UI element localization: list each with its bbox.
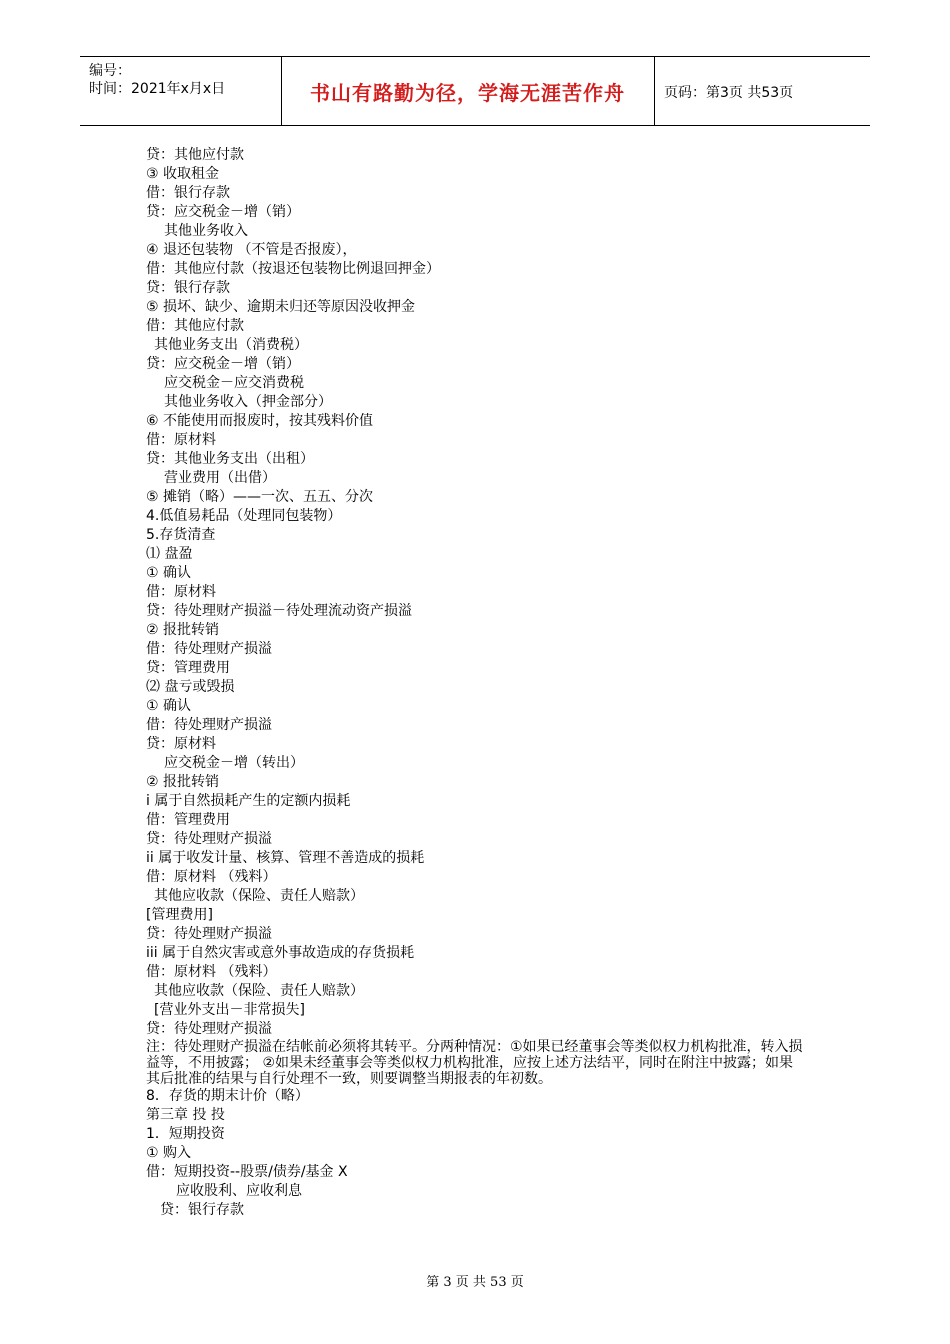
text-line: 应交税金－应交消费税 bbox=[164, 375, 304, 391]
text-line: 其他业务收入 bbox=[164, 223, 248, 239]
text-line: 8．存货的期末计价（略） bbox=[146, 1088, 309, 1104]
text-line: 借：原材料 bbox=[146, 584, 216, 600]
text-line: 第三章 投 投 bbox=[146, 1107, 225, 1123]
text-line: ⑥ 不能使用而报废时，按其残料价值 bbox=[146, 413, 374, 429]
text-line: 借：原材料 （残料） bbox=[146, 964, 277, 980]
text-line: 贷：应交税金－增（销） bbox=[146, 204, 300, 220]
text-line: 贷：银行存款 bbox=[146, 280, 230, 296]
text-line: 贷：应交税金－增（销） bbox=[146, 356, 300, 372]
text-line: 借：短期投资--股票/债券/基金 X bbox=[146, 1164, 348, 1180]
text-line: 贷：原材料 bbox=[146, 736, 216, 752]
page-footer: 第 3 页 共 53 页 bbox=[426, 1275, 524, 1290]
text-line: ② 报批转销 bbox=[146, 774, 220, 790]
text-line: [营业外支出－非常损失] bbox=[154, 1002, 305, 1018]
text-line: 应交税金－增（转出） bbox=[164, 755, 304, 771]
text-line: 应收股利、应收利息 bbox=[176, 1183, 302, 1199]
document-number-label: 编号： bbox=[89, 63, 131, 79]
text-line: 借：待处理财产损溢 bbox=[146, 717, 272, 733]
text-line: 4.低值易耗品（处理同包装物） bbox=[146, 508, 342, 524]
text-line: ③ 收取租金 bbox=[146, 166, 220, 182]
text-line: 借：银行存款 bbox=[146, 185, 230, 201]
text-line: 贷：待处理财产损溢 bbox=[146, 831, 272, 847]
header-motto-cell bbox=[281, 57, 655, 125]
entries-block-continued bbox=[146, 1087, 806, 1220]
text-line: 1．短期投资 bbox=[146, 1126, 225, 1142]
text-line: ① 确认 bbox=[146, 698, 192, 714]
text-line: 贷：其他应付款 bbox=[146, 147, 244, 163]
text-line: ⑤ 摊销（略）——一次、五五、分次 bbox=[146, 489, 374, 505]
text-line: 其他应收款（保险、责任人赔款） bbox=[154, 888, 364, 904]
text-line: 贷：待处理财产损溢 bbox=[146, 1021, 272, 1037]
text-line: iii 属于自然灾害或意外事故造成的存货损耗 bbox=[146, 945, 415, 961]
text-line: 借：原材料 （残料） bbox=[146, 869, 277, 885]
text-line: 贷：待处理财产损溢－待处理流动资产损溢 bbox=[146, 603, 412, 619]
text-line: 营业费用（出借） bbox=[164, 470, 276, 486]
note-paragraph: 注：待处理财产损溢在结帐前必须将其转平。分两种情况：①如果已经董事会等类似权力机构批准，转入损益等，不用披露； ②如果未经董事会等类似权力机构批准，应按上述方法结平，同时在附注中披露；如果其后批准的结果与自行处理不一致，则要调整当期报表的年初数。 bbox=[146, 1039, 803, 1087]
text-line: 贷：银行存款 bbox=[160, 1202, 244, 1218]
text-line: ② 报批转销 bbox=[146, 622, 220, 638]
text-line: 贷：其他业务支出（出租） bbox=[146, 451, 314, 467]
text-line: 5.存货清查 bbox=[146, 527, 216, 543]
text-line: ⑵ 盘亏或毁损 bbox=[146, 679, 235, 695]
page-header bbox=[80, 56, 870, 126]
document-time-label: 时间：2021年x月x日 bbox=[89, 81, 226, 97]
text-line: ii 属于收发计量、核算、管理不善造成的损耗 bbox=[146, 850, 425, 866]
text-line: 借：待处理财产损溢 bbox=[146, 641, 272, 657]
text-line: 贷：管理费用 bbox=[146, 660, 230, 676]
text-line: 贷：待处理财产损溢 bbox=[146, 926, 272, 942]
text-line: 其他业务收入（押金部分） bbox=[164, 394, 332, 410]
text-line: i 属于自然损耗产生的定额内损耗 bbox=[146, 793, 351, 809]
text-line: ⑴ 盘盈 bbox=[146, 546, 193, 562]
text-line: ⑤ 损坏、缺少、逾期未归还等原因没收押金 bbox=[146, 299, 415, 315]
text-line: 其他业务支出（消费税） bbox=[154, 337, 308, 353]
motto: 书山有路勤为径，学海无涯苦作舟 bbox=[310, 81, 625, 105]
text-line: 借：原材料 bbox=[146, 432, 216, 448]
page-info: 页码：第3页 共53页 bbox=[664, 85, 794, 101]
text-line: ① 确认 bbox=[146, 565, 192, 581]
header-page-cell bbox=[655, 57, 870, 125]
entries-block bbox=[146, 146, 806, 1039]
text-line: [管理费用] bbox=[146, 907, 213, 923]
text-line: ④ 退还包装物 （不管是否报废）， bbox=[146, 242, 357, 258]
text-line: 借：其他应付款（按退还包装物比例退回押金） bbox=[146, 261, 440, 277]
header-meta-cell bbox=[80, 57, 282, 125]
text-line: 借：管理费用 bbox=[146, 812, 230, 828]
document-body bbox=[146, 146, 806, 1220]
text-line: 其他应收款（保险、责任人赔款） bbox=[154, 983, 364, 999]
text-line: ① 购入 bbox=[146, 1145, 192, 1161]
text-line: 借：其他应付款 bbox=[146, 318, 244, 334]
